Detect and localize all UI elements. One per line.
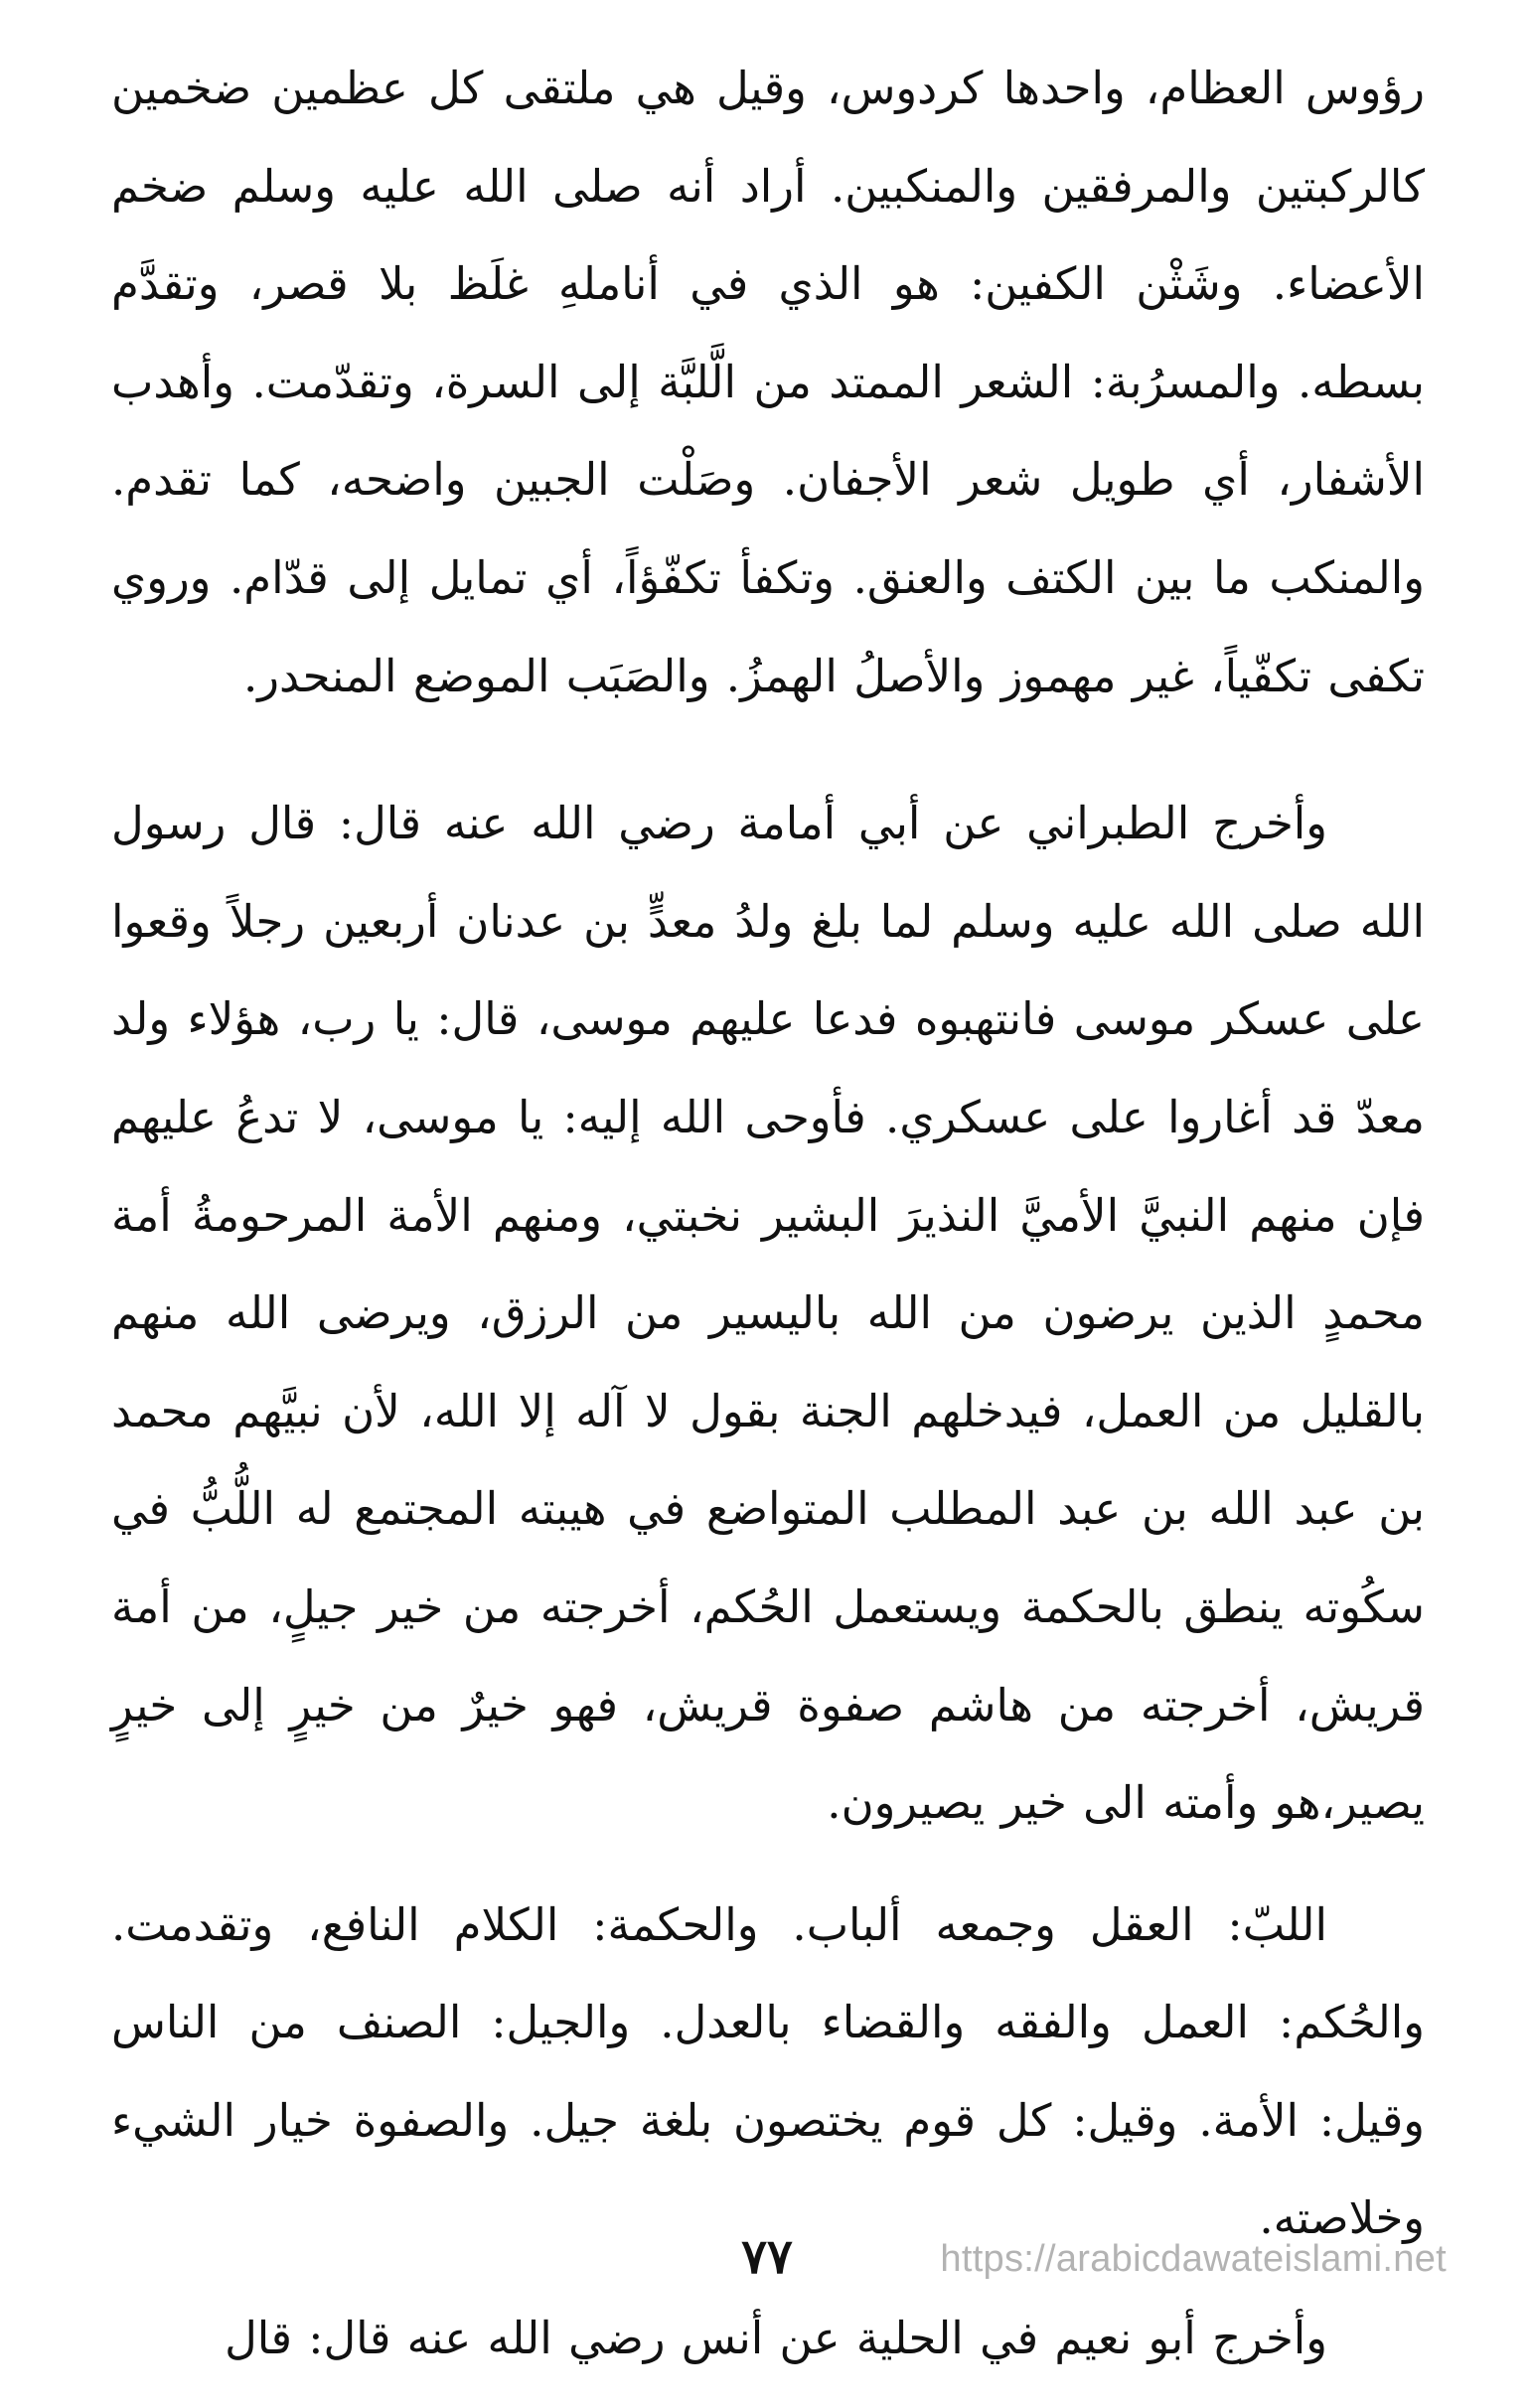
- paragraph-4: وأخرج أبو نعيم في الحلية عن أنس رضي الله عنه قال: قال: [225, 2312, 1327, 2365]
- page-body: [111, 40, 1425, 2388]
- paragraph-2: وأخرج الطبراني عن أبي أمامة رضي الله عنه قال: قال رسول الله صلى الله عليه وسلم لما بلغ ولدُ معدٍّ بن عدنان أربعين رجلاً وقعوا على عسكر موسى فانتهبوه فدعا عليهم موسى، قال: يا رب، هؤلاء ولد معدّ قد أغاروا على عسكري. فأوحى الله إليه: يا موسى، لا تدعُ عليهم فإن منهم النبيَّ الأميَّ النذيرَ البشير نخبتي، ومنهم الأمة المرحومةُ أمة محمدٍ الذين يرضون من الله باليسير من الرزق، ويرضى الله منهم بالقليل من العمل، فيدخلهم الجنة بقول لا آله إلا الله، لأن نبيَّهم محمد بن عبد الله بن عبد المطلب المتواضع في هيبته المجتمع له اللُّبُّ في سكُوته ينطق بالحكمة ويستعمل الحُكم، أخرجته من خير جيلٍ، من أمة قريش، أخرجته من هاشم صفوة قريش، فهو خيرٌ من خيرٍ إلى خيرٍ يصير،هو وأمته الى خير يصيرون.: [111, 797, 1425, 1830]
- paragraph-3: اللبّ: العقل وجمعه ألباب. والحكمة: الكلام النافع، وتقدمت. والحُكم: العمل والفقه والقضاء بالعدل. والجيل: الصنف من الناس وقيل: الأمة. وقيل: كل قوم يختصون بلغة جيل. والصفوة خيار الشيء وخلاصته.: [111, 1897, 1425, 2245]
- page-number: ٧٧: [741, 2229, 793, 2285]
- paragraph-1: رؤوس العظام، واحدها كردوس، وقيل هي ملتقى كل عظمين ضخمين كالركبتين والمرفقين والمنكبين. أراد أنه صلى الله عليه وسلم ضخم الأعضاء. وشَثْن الكفين: هو الذي في أناملهِ غلَظ بلا قصر، وتقدَّم بسطه. والمسرُبة: الشعر الممتد من الَّلبَّة إلى السرة، وتقدّمت. وأهدب الأشفار، أي طويل شعر الأجفان. وصَلْت الجبين واضحه، كما تقدم. والمنكب ما بين الكتف والعنق. وتكفأ تكفّؤاً، أي تمايل إلى قدّام. وروي تكفى تكفّياً، غير مهموز والأصلُ الهمزُ. والصَبَب الموضع المنحدر.: [111, 62, 1425, 702]
- watermark-url: https://arabicdawateislami.net: [940, 2238, 1447, 2280]
